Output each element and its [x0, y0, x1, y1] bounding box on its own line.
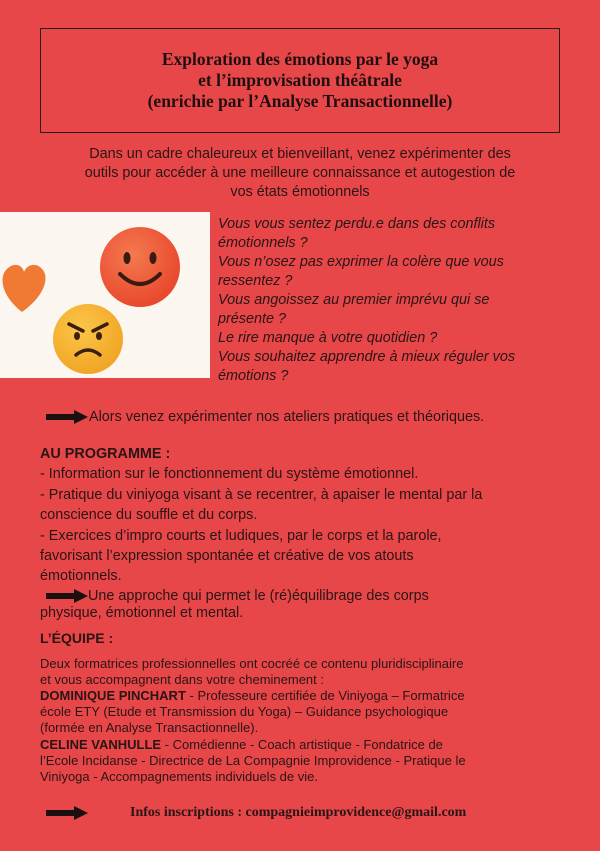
team-intro-2: et vous accompagnent dans votre cheminement :	[40, 672, 324, 687]
question-line: Vous souhaitez apprendre à mieux réguler vos	[218, 349, 516, 365]
right-arrow-icon	[46, 589, 88, 603]
team-member-2-line-1: CELINE VANHULLE - Comédienne - Coach artistique - Fondatrice de	[40, 737, 443, 752]
team-member-2-line-2: l’Ecole Incidanse - Directrice de La Compagnie Improvidence - Pratique le	[40, 753, 466, 768]
title-line-2: et l’improvisation théâtrale	[198, 70, 402, 90]
team-member-2-name: CELINE VANHULLE	[40, 737, 162, 752]
title-line-1: Exploration des émotions par le yoga	[161, 49, 439, 69]
programme-item-3c: émotionnels.	[40, 568, 122, 584]
angry-face-icon	[53, 304, 123, 374]
question-line: Vous angoissez au premier imprévu qui se	[218, 292, 490, 308]
programme-item-1: - Information sur le fonctionnement du système émotionnel.	[40, 466, 419, 482]
intro-text	[40, 145, 560, 202]
question-line: Le rire manque à votre quotidien ?	[218, 330, 438, 346]
cta-text: Alors venez expérimenter nos ateliers pratiques et théoriques.	[89, 409, 485, 425]
registration-info: Infos inscriptions : compagnieimprovidence@gmail.com	[130, 805, 467, 820]
question-line: ressentez ?	[218, 273, 293, 289]
approach-line-2: physique, émotionnel et mental.	[40, 605, 244, 621]
right-arrow-icon	[46, 410, 88, 424]
question-line: émotions ?	[218, 368, 289, 384]
questions-list	[218, 215, 578, 386]
title-line-3: (enrichie par l’Analyse Transactionnelle)	[147, 91, 453, 111]
team-member-1-line-3: (formée en Analyse Transactionnelle).	[40, 720, 259, 735]
team-member-2-line-3: Viniyoga - Accompagnements individuels de vie.	[40, 769, 318, 784]
programme-item-2b: conscience du souffle et du corps.	[40, 507, 258, 523]
heart-icon	[3, 265, 46, 312]
approach-line-1: Une approche qui permet le (ré)équilibrage des corps	[88, 588, 429, 604]
question-line: Vous n’osez pas exprimer la colère que vous	[218, 254, 504, 270]
team-member-1-line-2: école ETY (Etude et Transmission du Yoga) – Guidance psychologique	[40, 704, 449, 719]
emotions-illustration	[0, 212, 210, 378]
programme-heading: AU PROGRAMME :	[40, 446, 171, 462]
intro-line-1: Dans un cadre chaleureux et bienveillant, venez expérimenter des	[89, 146, 511, 162]
team-member-1-name: DOMINIQUE PINCHART	[40, 688, 186, 703]
intro-line-2: outils pour accéder à une meilleure connaissance et autogestion de	[84, 165, 516, 181]
team-heading: L’ÉQUIPE :	[40, 630, 114, 646]
question-line: présente ?	[218, 311, 287, 327]
title-box	[40, 28, 560, 133]
right-arrow-icon	[46, 806, 88, 820]
programme-item-2a: - Pratique du viniyoga visant à se recentrer, à apaiser le mental par la	[40, 487, 483, 503]
programme-item-3b: favorisant l’expression spontanée et créative de vos atouts	[40, 548, 414, 564]
question-line: Vous vous sentez perdu.e dans des conflits	[218, 216, 496, 232]
programme-item-3a: - Exercices d’impro courts et ludiques, par le corps et la parole,	[40, 528, 442, 544]
team-member-1-line-1: DOMINIQUE PINCHART - Professeure certifiée de Viniyoga – Formatrice	[40, 688, 465, 703]
question-line: émotionnels ?	[218, 235, 308, 251]
smiley-face-icon	[100, 227, 180, 307]
team-intro-1: Deux formatrices professionnelles ont cocréé ce contenu pluridisciplinaire	[40, 656, 464, 671]
intro-line-3: vos états émotionnels	[230, 184, 370, 200]
